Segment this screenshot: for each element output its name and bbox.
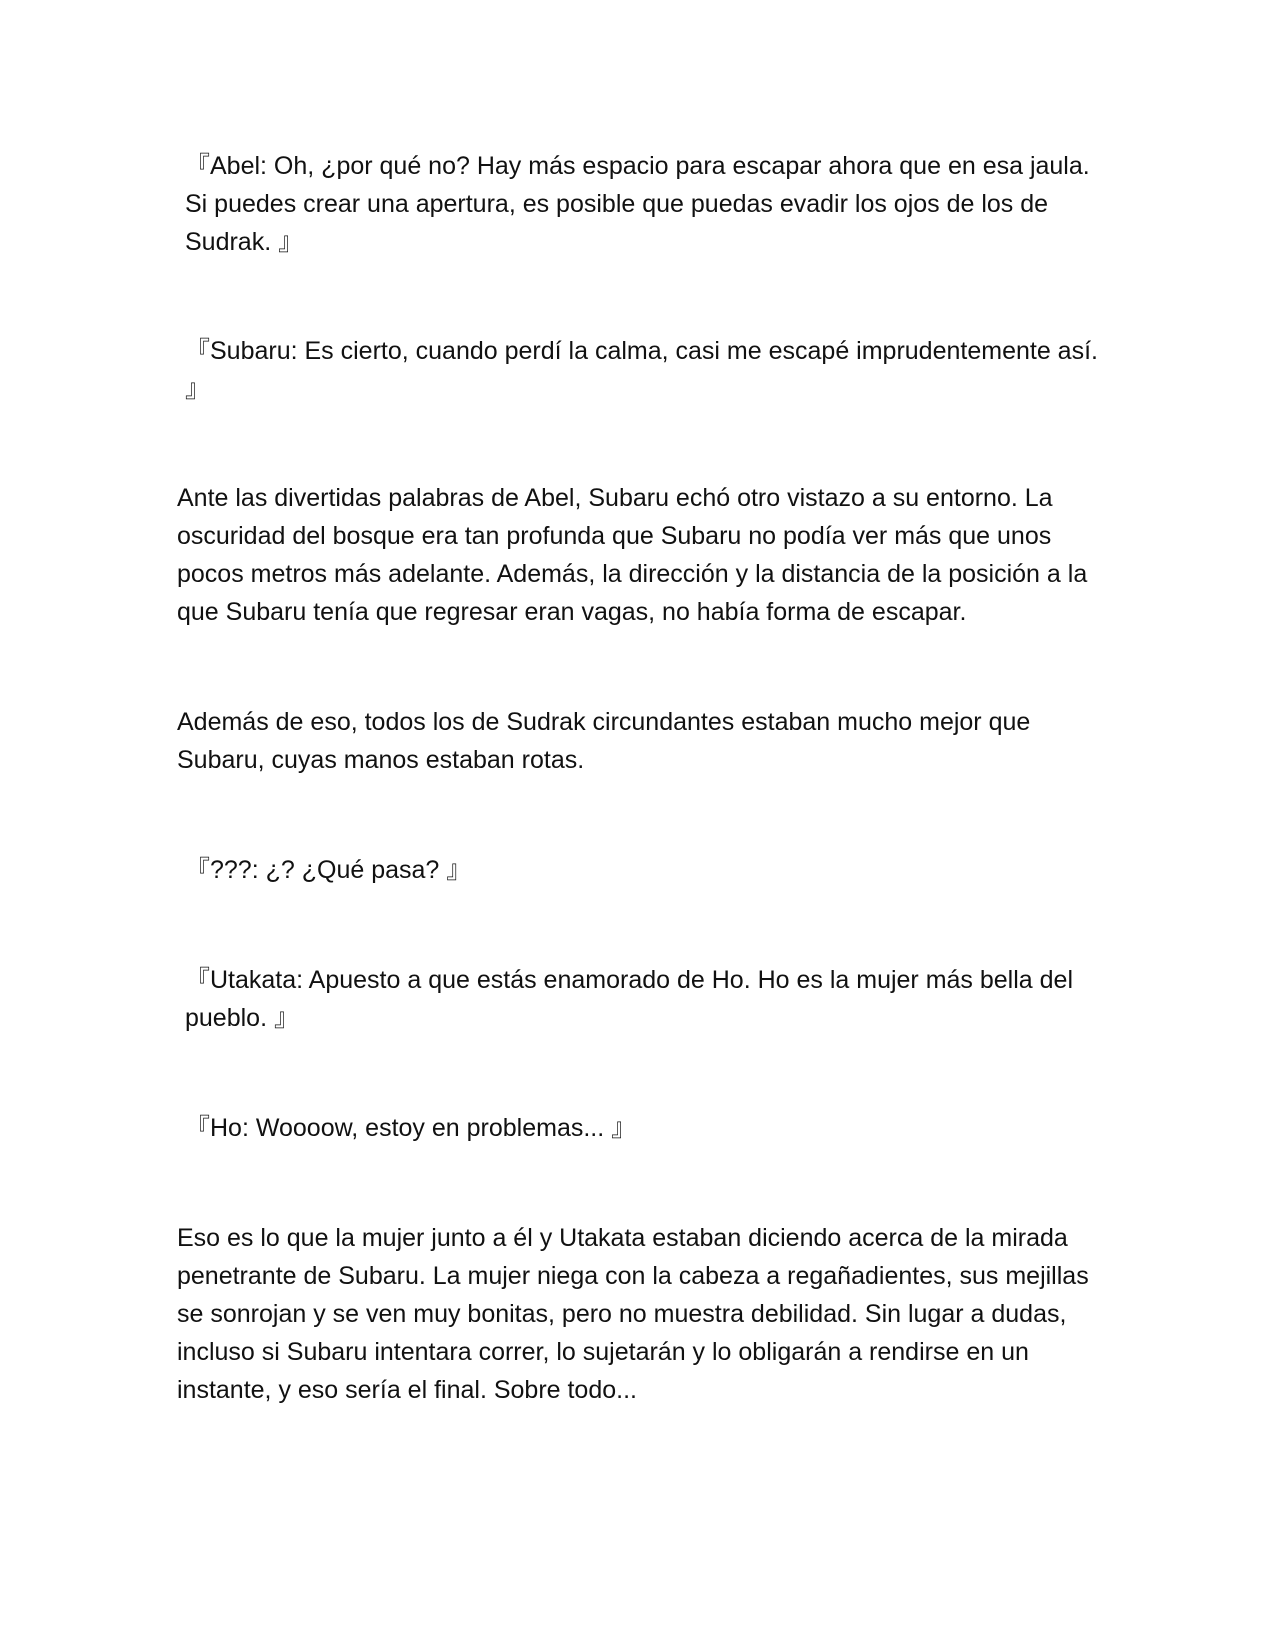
narration-paragraph: Eso es lo que la mujer junto a él y Utakata estaban diciendo acerca de la mirada penetrante de Subaru. La mujer niega con la cabeza a regañadientes, sus mejillas se sonrojan y se ven muy bonitas, pero no muestra debilidad. Sin lugar a dudas, incluso si Subaru intentara correr, lo sujetarán y lo obligarán a rendirse en un instante, y eso sería el final. Sobre todo... bbox=[177, 1224, 1089, 1404]
dialogue-utakata: 『Utakata: Apuesto a que estás enamorado de Ho. Ho es la mujer más bella del pueblo. 』 bbox=[185, 966, 1074, 1032]
dialogue-abel: 『Abel: Oh, ¿por qué no? Hay más espacio para escapar ahora que en esa jaula. Si puedes crear una apertura, es posible que puedas evadir los ojos de los de Sudrak. 』 bbox=[185, 152, 1090, 256]
dialogue-subaru: 『Subaru: Es cierto, cuando perdí la calma, casi me escapé imprudentemente así. 』 bbox=[185, 337, 1098, 403]
narration-paragraph: Además de eso, todos los de Sudrak circundantes estaban mucho mejor que Subaru, cuyas manos estaban rotas. bbox=[177, 708, 1031, 774]
dialogue-ho: 『Ho: Woooow, estoy en problemas... 』 bbox=[185, 1114, 637, 1142]
document-body bbox=[177, 147, 1107, 1409]
dialogue-unknown: 『???: ¿? ¿Qué pasa? 』 bbox=[185, 856, 472, 884]
narration-paragraph: Ante las divertidas palabras de Abel, Subaru echó otro vistazo a su entorno. La oscuridad del bosque era tan profunda que Subaru no podía ver más que unos pocos metros más adelante. Además, la dirección y la distancia de la posición a la que Subaru tenía que regresar eran vagas, no había forma de escapar. bbox=[177, 484, 1088, 626]
